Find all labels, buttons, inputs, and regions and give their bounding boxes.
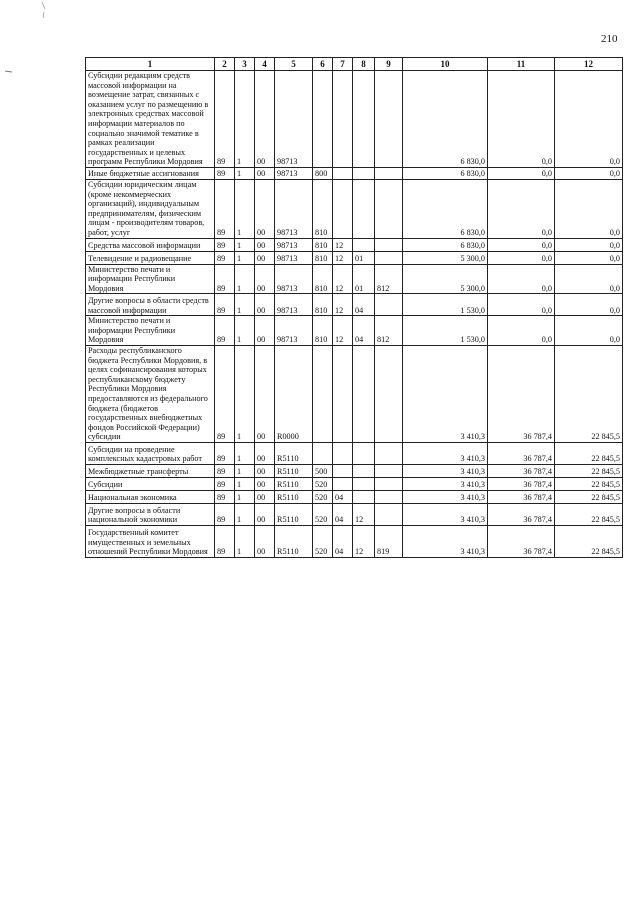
section-cell (333, 465, 353, 478)
col4-cell: 00 (255, 478, 275, 491)
target-article-cell: R5110 (275, 465, 313, 478)
col3-cell: 1 (235, 71, 255, 168)
subsection-cell: 01 (353, 251, 375, 264)
subsection-cell: 01 (353, 264, 375, 294)
section-cell: 12 (333, 251, 353, 264)
col3-cell: 1 (235, 465, 255, 478)
amount-col12-cell: 22 845,5 (555, 346, 623, 443)
amount-col12-cell: 0,0 (555, 264, 623, 294)
section-cell: 12 (333, 264, 353, 294)
col2-cell: 89 (215, 346, 235, 443)
amount-col10-cell: 5 300,0 (403, 264, 488, 294)
col4-cell: 00 (255, 504, 275, 526)
subsection-cell (353, 346, 375, 443)
ministry-cell (375, 478, 403, 491)
expense-type-cell: 800 (313, 167, 333, 179)
amount-col12-cell: 22 845,5 (555, 526, 623, 558)
col2-cell: 89 (215, 294, 235, 316)
amount-col11-cell: 0,0 (488, 316, 555, 346)
col4-cell: 00 (255, 526, 275, 558)
budget-table (85, 57, 623, 558)
table-body (86, 71, 623, 558)
section-cell: 04 (333, 526, 353, 558)
amount-col11-cell: 0,0 (488, 264, 555, 294)
section-cell: 12 (333, 294, 353, 316)
amount-col10-cell: 3 410,3 (403, 491, 488, 504)
col4-cell: 00 (255, 71, 275, 168)
target-article-cell: R5110 (275, 504, 313, 526)
col3-cell: 1 (235, 251, 255, 264)
amount-col10-cell: 3 410,3 (403, 443, 488, 465)
column-header-4: 4 (255, 58, 275, 71)
target-article-cell: 98713 (275, 179, 313, 238)
scan-mark (38, 0, 50, 20)
col4-cell: 00 (255, 465, 275, 478)
table-row (86, 526, 623, 558)
amount-col10-cell: 6 830,0 (403, 179, 488, 238)
section-cell: 12 (333, 238, 353, 251)
col2-cell: 89 (215, 526, 235, 558)
column-header-6: 6 (313, 58, 333, 71)
target-article-cell: 98713 (275, 251, 313, 264)
table-row (86, 443, 623, 465)
expense-type-cell: 810 (313, 238, 333, 251)
col4-cell: 00 (255, 491, 275, 504)
amount-col10-cell: 3 410,3 (403, 346, 488, 443)
col2-cell: 89 (215, 316, 235, 346)
expense-type-cell: 520 (313, 526, 333, 558)
table-row (86, 478, 623, 491)
section-cell (333, 346, 353, 443)
amount-col12-cell: 0,0 (555, 71, 623, 168)
ministry-cell: 819 (375, 526, 403, 558)
ministry-cell (375, 167, 403, 179)
column-header-1: 1 (86, 58, 215, 71)
col4-cell: 00 (255, 264, 275, 294)
table-row (86, 316, 623, 346)
column-header-12: 12 (555, 58, 623, 71)
col3-cell: 1 (235, 294, 255, 316)
target-article-cell: 98713 (275, 238, 313, 251)
col3-cell: 1 (235, 264, 255, 294)
amount-col11-cell: 36 787,4 (488, 465, 555, 478)
amount-col12-cell: 0,0 (555, 238, 623, 251)
section-cell (333, 478, 353, 491)
subsection-cell (353, 443, 375, 465)
amount-col10-cell: 3 410,3 (403, 465, 488, 478)
expense-type-cell (313, 71, 333, 168)
row-name-cell: Субсидии юридическим лицам (кроме некоммерческих организаций), индивидуальным предпринимателям, физическим лицам - производителям товаров, работ, услуг (86, 179, 215, 238)
column-header-7: 7 (333, 58, 353, 71)
amount-col12-cell: 22 845,5 (555, 491, 623, 504)
amount-col11-cell: 36 787,4 (488, 346, 555, 443)
expense-type-cell: 520 (313, 491, 333, 504)
table-header-row (86, 58, 623, 71)
amount-col11-cell: 36 787,4 (488, 478, 555, 491)
col4-cell: 00 (255, 238, 275, 251)
ministry-cell (375, 504, 403, 526)
amount-col12-cell: 22 845,5 (555, 443, 623, 465)
col2-cell: 89 (215, 443, 235, 465)
row-name-cell: Расходы республиканского бюджета Республики Мордовия, в целях софинансирования которых республиканскому бюджету Республики Мордовия предоставляются из федерального бюджета (бюджетов государственных внебюджетных фондов Российской Федерации) субсидии (86, 346, 215, 443)
subsection-cell: 12 (353, 526, 375, 558)
row-name-cell: Телевидение и радиовещание (86, 251, 215, 264)
target-article-cell: 98713 (275, 167, 313, 179)
amount-col10-cell: 1 530,0 (403, 316, 488, 346)
col4-cell: 00 (255, 346, 275, 443)
amount-col11-cell: 0,0 (488, 167, 555, 179)
expense-type-cell: 500 (313, 465, 333, 478)
row-name-cell: Национальная экономика (86, 491, 215, 504)
amount-col10-cell: 5 300,0 (403, 251, 488, 264)
amount-col10-cell: 6 830,0 (403, 167, 488, 179)
subsection-cell (353, 465, 375, 478)
expense-type-cell: 810 (313, 264, 333, 294)
target-article-cell: R5110 (275, 526, 313, 558)
table-row (86, 294, 623, 316)
amount-col11-cell: 0,0 (488, 71, 555, 168)
row-name-cell: Другие вопросы в области национальной экономики (86, 504, 215, 526)
expense-type-cell: 520 (313, 478, 333, 491)
row-name-cell: Межбюджетные трансферты (86, 465, 215, 478)
expense-type-cell (313, 443, 333, 465)
row-name-cell: Субсидии (86, 478, 215, 491)
expense-type-cell: 810 (313, 294, 333, 316)
col3-cell: 1 (235, 238, 255, 251)
ministry-cell (375, 443, 403, 465)
column-header-5: 5 (275, 58, 313, 71)
expense-type-cell: 810 (313, 316, 333, 346)
col4-cell: 00 (255, 251, 275, 264)
table-row (86, 264, 623, 294)
subsection-cell (353, 491, 375, 504)
target-article-cell: 98713 (275, 264, 313, 294)
amount-col11-cell: 36 787,4 (488, 504, 555, 526)
target-article-cell: R0000 (275, 346, 313, 443)
amount-col10-cell: 3 410,3 (403, 526, 488, 558)
column-header-8: 8 (353, 58, 375, 71)
amount-col12-cell: 0,0 (555, 251, 623, 264)
row-name-cell: Министерство печати и информации Республики Мордовия (86, 264, 215, 294)
column-header-2: 2 (215, 58, 235, 71)
subsection-cell (353, 71, 375, 168)
ministry-cell (375, 179, 403, 238)
amount-col11-cell: 36 787,4 (488, 443, 555, 465)
col3-cell: 1 (235, 179, 255, 238)
amount-col12-cell: 22 845,5 (555, 478, 623, 491)
col4-cell: 00 (255, 167, 275, 179)
subsection-cell (353, 478, 375, 491)
col3-cell: 1 (235, 526, 255, 558)
section-cell (333, 167, 353, 179)
target-article-cell: 98713 (275, 316, 313, 346)
ministry-cell (375, 251, 403, 264)
subsection-cell: 12 (353, 504, 375, 526)
table-row (86, 465, 623, 478)
expense-type-cell: 810 (313, 251, 333, 264)
amount-col12-cell: 0,0 (555, 179, 623, 238)
column-header-10: 10 (403, 58, 488, 71)
expense-type-cell: 520 (313, 504, 333, 526)
ministry-cell (375, 71, 403, 168)
col2-cell: 89 (215, 251, 235, 264)
amount-col12-cell: 22 845,5 (555, 504, 623, 526)
col2-cell: 89 (215, 504, 235, 526)
section-cell: 12 (333, 316, 353, 346)
col3-cell: 1 (235, 443, 255, 465)
amount-col11-cell: 0,0 (488, 179, 555, 238)
col2-cell: 89 (215, 491, 235, 504)
col3-cell: 1 (235, 167, 255, 179)
ministry-cell (375, 346, 403, 443)
target-article-cell: R5110 (275, 478, 313, 491)
subsection-cell (353, 179, 375, 238)
ministry-cell (375, 465, 403, 478)
section-cell: 04 (333, 491, 353, 504)
column-header-3: 3 (235, 58, 255, 71)
col4-cell: 00 (255, 316, 275, 346)
table-row (86, 238, 623, 251)
row-name-cell: Средства массовой информации (86, 238, 215, 251)
subsection-cell: 04 (353, 316, 375, 346)
amount-col11-cell: 0,0 (488, 238, 555, 251)
col4-cell: 00 (255, 443, 275, 465)
table-row (86, 251, 623, 264)
col2-cell: 89 (215, 179, 235, 238)
target-article-cell: 98713 (275, 71, 313, 168)
col2-cell: 89 (215, 238, 235, 251)
amount-col10-cell: 1 530,0 (403, 294, 488, 316)
subsection-cell (353, 238, 375, 251)
amount-col11-cell: 36 787,4 (488, 491, 555, 504)
amount-col12-cell: 0,0 (555, 167, 623, 179)
row-name-cell: Иные бюджетные ассигнования (86, 167, 215, 179)
ministry-cell (375, 491, 403, 504)
col3-cell: 1 (235, 504, 255, 526)
target-article-cell: R5110 (275, 491, 313, 504)
amount-col11-cell: 36 787,4 (488, 526, 555, 558)
row-name-cell: Государственный комитет имущественных и земельных отношений Республики Мордовия (86, 526, 215, 558)
col4-cell: 00 (255, 179, 275, 238)
ministry-cell: 812 (375, 316, 403, 346)
amount-col12-cell: 22 845,5 (555, 465, 623, 478)
amount-col10-cell: 3 410,3 (403, 504, 488, 526)
column-header-11: 11 (488, 58, 555, 71)
col3-cell: 1 (235, 491, 255, 504)
ministry-cell: 812 (375, 264, 403, 294)
amount-col10-cell: 3 410,3 (403, 478, 488, 491)
section-cell (333, 71, 353, 168)
subsection-cell (353, 167, 375, 179)
table-row (86, 491, 623, 504)
page-number: 210 (601, 33, 618, 45)
col4-cell: 00 (255, 294, 275, 316)
col2-cell: 89 (215, 465, 235, 478)
section-cell (333, 443, 353, 465)
subsection-cell: 04 (353, 294, 375, 316)
row-name-cell: Субсидии редакциям средств массовой информации на возмещение затрат, связанных с оказанием услуг по размещению в электронных средствах массовой информации материалов по социально значимой тематике в рамках реализации государственных и целевых программ Республики Мордовия (86, 71, 215, 168)
amount-col10-cell: 6 830,0 (403, 71, 488, 168)
amount-col12-cell: 0,0 (555, 316, 623, 346)
scan-mark (4, 68, 14, 74)
table-row (86, 71, 623, 168)
col2-cell: 89 (215, 264, 235, 294)
col3-cell: 1 (235, 346, 255, 443)
amount-col11-cell: 0,0 (488, 294, 555, 316)
table-row (86, 167, 623, 179)
expense-type-cell (313, 346, 333, 443)
col3-cell: 1 (235, 316, 255, 346)
expense-type-cell: 810 (313, 179, 333, 238)
ministry-cell (375, 238, 403, 251)
row-name-cell: Субсидии на проведение комплексных кадастровых работ (86, 443, 215, 465)
target-article-cell: 98713 (275, 294, 313, 316)
col2-cell: 89 (215, 167, 235, 179)
section-cell (333, 179, 353, 238)
ministry-cell (375, 294, 403, 316)
amount-col11-cell: 0,0 (488, 251, 555, 264)
row-name-cell: Министерство печати и информации Республики Мордовия (86, 316, 215, 346)
table-row (86, 504, 623, 526)
amount-col12-cell: 0,0 (555, 294, 623, 316)
row-name-cell: Другие вопросы в области средств массовой информации (86, 294, 215, 316)
table-row (86, 179, 623, 238)
amount-col10-cell: 6 830,0 (403, 238, 488, 251)
table-row (86, 346, 623, 443)
col3-cell: 1 (235, 478, 255, 491)
column-header-9: 9 (375, 58, 403, 71)
col2-cell: 89 (215, 478, 235, 491)
col2-cell: 89 (215, 71, 235, 168)
section-cell: 04 (333, 504, 353, 526)
target-article-cell: R5110 (275, 443, 313, 465)
